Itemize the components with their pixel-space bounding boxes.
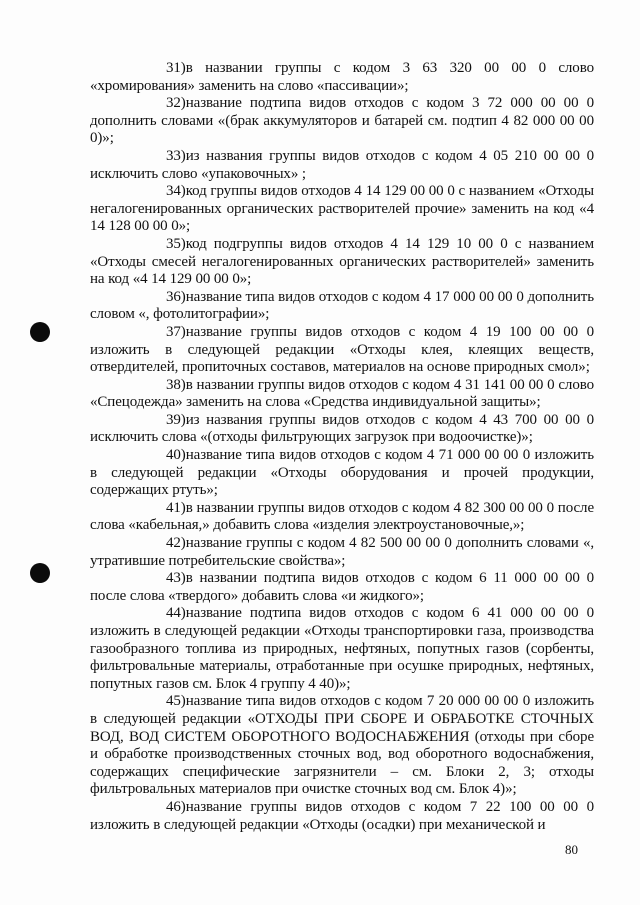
item-text: в названии группы видов отходов с кодом 4 82 300 00 00 0 после слова «кабельная,» добавить слова «изделия электроустановочные,»; <box>90 499 594 534</box>
list-item <box>90 236 594 289</box>
list-item <box>90 289 594 324</box>
item-number: 44) <box>166 605 186 622</box>
list-item <box>90 95 594 148</box>
item-number: 42) <box>166 535 186 552</box>
item-text: название группы с кодом 4 82 500 00 00 0 дополнить словами «, утратившие потребительские свойства»; <box>90 535 594 569</box>
item-text: название группы видов отходов с кодом 7 22 100 00 00 0 изложить в следующей редакции «Отходы (осадки) при механической и <box>90 798 594 833</box>
list-item <box>90 447 594 500</box>
item-number: 45) <box>166 693 186 710</box>
item-number: 36) <box>166 288 186 305</box>
list-item <box>90 183 594 236</box>
item-text: название типа видов отходов с кодом 4 17 000 00 00 0 дополнить словом «, фотолитографии»; <box>90 288 594 323</box>
item-number: 41) <box>166 499 186 516</box>
item-number: 38) <box>166 376 186 393</box>
list-item <box>90 60 594 95</box>
item-number: 39) <box>166 411 186 428</box>
document-body <box>90 60 594 834</box>
list-item <box>90 500 594 535</box>
item-text: в названии группы с кодом 3 63 320 00 00 0 слово «хромирования» заменить на слово «пассивации»; <box>90 60 594 94</box>
list-item <box>90 148 594 183</box>
list-item <box>90 605 594 693</box>
page-number: 80 <box>565 842 578 857</box>
item-number: 37) <box>166 323 186 340</box>
list-item <box>90 324 594 377</box>
item-text: из названия группы видов отходов с кодом 4 05 210 00 00 0 исключить слово «упаковочных» ; <box>90 147 594 182</box>
list-item <box>90 570 594 605</box>
item-text: из названия группы видов отходов с кодом 4 43 700 00 00 0 исключить слова «(отходы фильтрующих загрузок при водоочистке)»; <box>90 411 594 446</box>
punch-hole-mark <box>30 563 50 583</box>
list-item <box>90 412 594 447</box>
item-number: 43) <box>166 570 186 587</box>
punch-hole-mark <box>30 322 50 342</box>
list-item <box>90 535 594 570</box>
item-number: 34) <box>166 183 186 200</box>
item-text: в названии подтипа видов отходов с кодом 6 11 000 00 00 0 после слова «твердого» добавить слова «и жидкого»; <box>90 570 594 604</box>
item-number: 32) <box>166 95 186 112</box>
item-text: название группы видов отходов с кодом 4 19 100 00 00 0 изложить в следующей редакции «Отходы клея, клеящих веществ, отвердителей, пропиточных составов, материалов на основе природных смол»; <box>90 323 594 376</box>
item-number: 40) <box>166 447 186 464</box>
item-number: 31) <box>166 60 186 76</box>
item-text: в названии группы видов отходов с кодом 4 31 141 00 00 0 слово «Спецодежда» заменить на слова «Средства индивидуальной защиты»; <box>90 376 594 411</box>
item-text: название подтипа видов отходов с кодом 3 72 000 00 00 0 дополнить словами «(брак аккумуляторов и батарей см. подтип 4 82 000 00 00 0)»; <box>90 95 594 147</box>
item-text: название типа видов отходов с кодом 7 20 000 00 00 0 изложить в следующей редакции «ОТХОДЫ ПРИ СБОРЕ И ОБРАБОТКЕ СТОЧНЫХ ВОД, ВОД СИСТЕМ ОБОРОТНОГО ВОДОСНАБЖЕНИЯ (отходы при сборе и обработке производственных сточных вод, вод оборотного водоснабжения, содержащих специфические загрязнители – см. Блоки 2, 3; отходы фильтровальных материалов при очистке сточных вод см. Блок 4)»; <box>90 693 594 798</box>
item-text: название типа видов отходов с кодом 4 71 000 00 00 0 изложить в следующей редакции «Отходы оборудования и прочей продукции, содержащих ртуть»; <box>90 447 594 499</box>
item-number: 33) <box>166 147 186 164</box>
item-number: 46) <box>166 798 186 815</box>
list-item <box>90 377 594 412</box>
item-text: код подгруппы видов отходов 4 14 129 10 00 0 с названием «Отходы смесей негалогенированных органических растворителей» заменить на код «4 14 129 00 00 0»; <box>90 235 594 288</box>
item-number: 35) <box>166 235 186 252</box>
item-text: код группы видов отходов 4 14 129 00 00 0 с названием «Отходы негалогенированных органических растворителей прочие» заменить на код «4 14 128 00 00 0»; <box>90 183 594 235</box>
item-text: название подтипа видов отходов с кодом 6 41 000 00 00 0 изложить в следующей редакции «Отходы транспортировки газа, производства газообразного топлива из природных, нефтяных, попутных газов (сорбенты, фильтровальные материалы, отработанные при осушке природных, нефтяных, попутных газов см. Блок 4 группу 4 40)»; <box>90 605 594 692</box>
list-item <box>90 693 594 799</box>
list-item <box>90 799 594 834</box>
